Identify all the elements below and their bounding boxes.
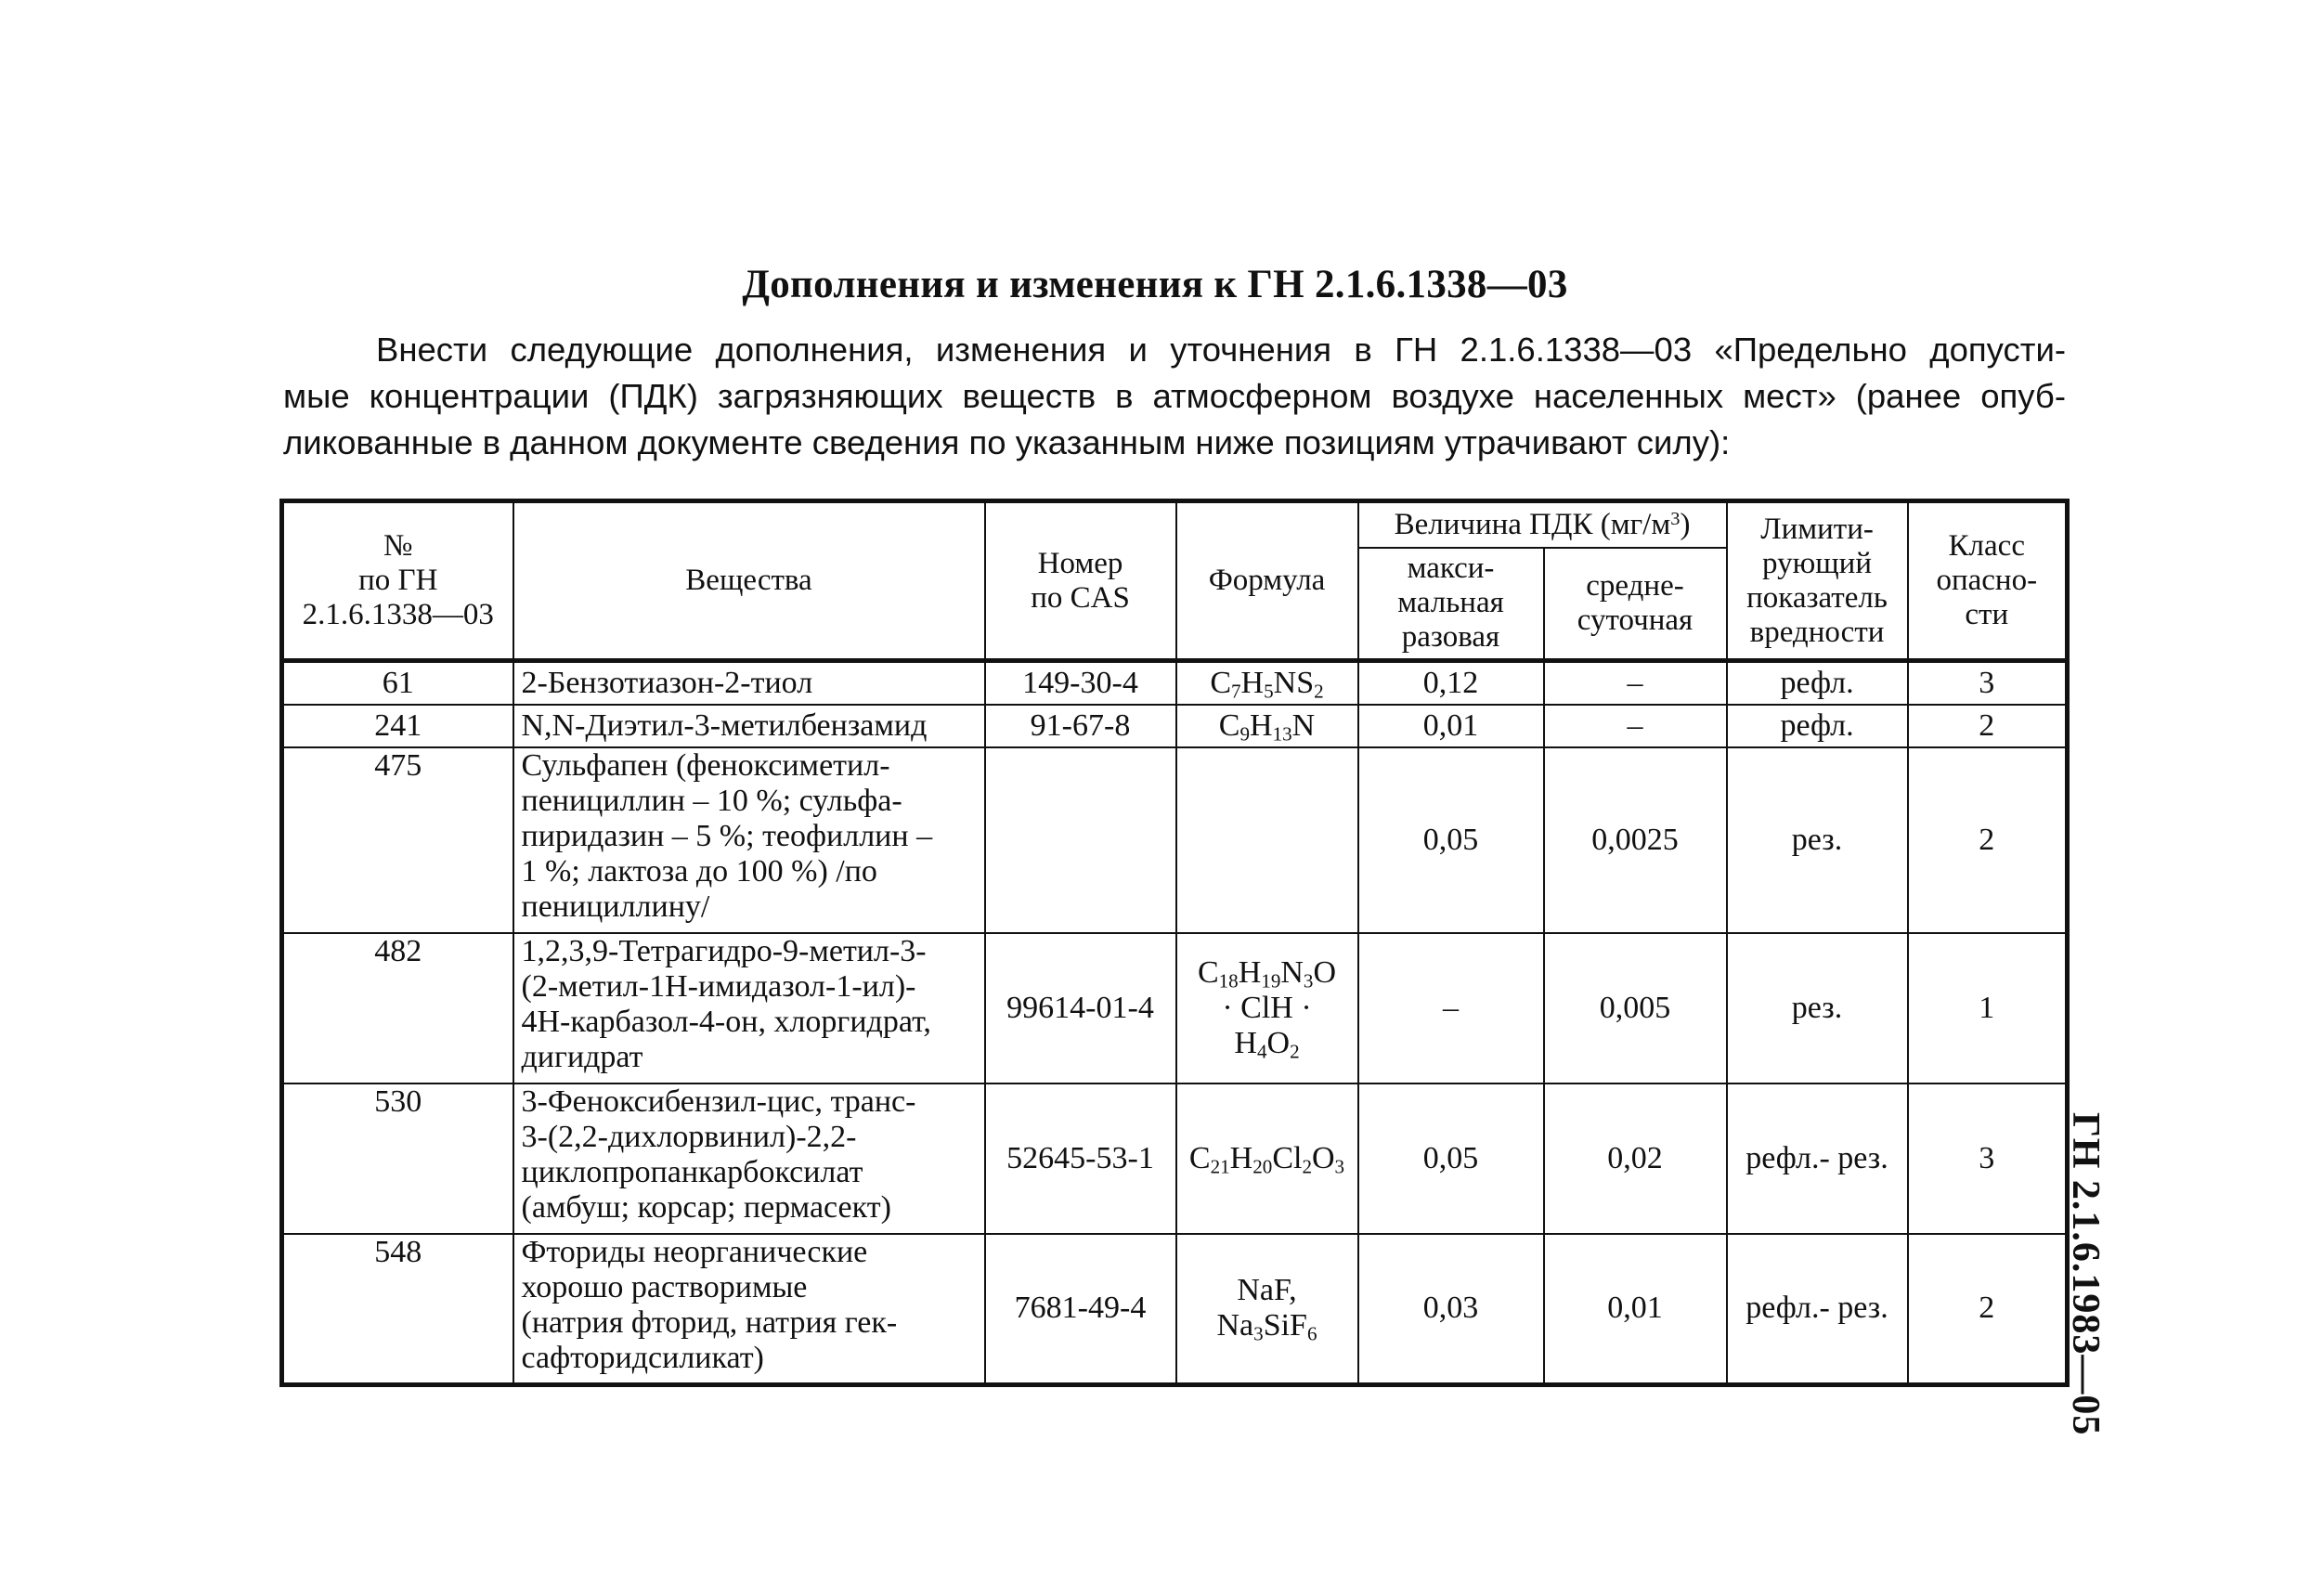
header-limit-line: Лимити- bbox=[1760, 512, 1874, 546]
cell-hazard-class: 2 bbox=[1908, 705, 2068, 747]
substance-line: 1 %; лактоза до 100 %) /по bbox=[521, 854, 877, 889]
cell-limiting-indicator: рефл. bbox=[1727, 705, 1908, 747]
substance-line: циклопропанкарбоксилат bbox=[521, 1155, 863, 1189]
cell-formula bbox=[1176, 705, 1358, 747]
header-class-line: опасно- bbox=[1936, 564, 2038, 597]
header-number-line: № bbox=[383, 529, 413, 563]
cell-max-single: 0,03 bbox=[1358, 1234, 1544, 1384]
cell-substance bbox=[513, 705, 985, 747]
substance-line: 4Н-карбазол-4-он, хлоргидрат, bbox=[521, 1005, 931, 1039]
formula-symbol: C bbox=[1197, 955, 1219, 990]
cell-daily-average: – bbox=[1544, 661, 1727, 706]
formula-symbol: C bbox=[1188, 1141, 1211, 1175]
header-class-line: сти bbox=[1965, 598, 2009, 631]
cell-substance bbox=[513, 933, 985, 1083]
formula-symbol: SiF bbox=[1263, 1308, 1307, 1343]
cell-hazard-class: 1 bbox=[1908, 933, 2068, 1083]
formula-symbol: O bbox=[1266, 1026, 1291, 1060]
cell-daily-average: – bbox=[1544, 705, 1727, 747]
cell-limiting-indicator: рез. bbox=[1727, 747, 1908, 933]
formula-symbol: C bbox=[1218, 708, 1240, 743]
cell-number: 61 bbox=[282, 661, 513, 706]
header-number-line: 2.1.6.1338—03 bbox=[302, 598, 494, 631]
header-limiting-indicator bbox=[1727, 501, 1908, 661]
substance-line: Сульфапен (феноксиметил- bbox=[521, 748, 890, 783]
substance-line: пиридазин – 5 %; теофиллин – bbox=[521, 819, 933, 853]
substance-line: (амбуш; корсар; пермасект) bbox=[521, 1190, 891, 1225]
pdk-table bbox=[279, 499, 2070, 1387]
cell-max-single: 0,01 bbox=[1358, 705, 1544, 747]
formula-subscript: 2 bbox=[1302, 1155, 1312, 1178]
cell-formula bbox=[1176, 933, 1358, 1083]
cell-number: 241 bbox=[282, 705, 513, 747]
cell-hazard-class: 2 bbox=[1908, 1234, 2068, 1384]
cell-formula bbox=[1176, 661, 1358, 706]
cell-hazard-class: 2 bbox=[1908, 747, 2068, 933]
formula-subscript: 20 bbox=[1252, 1155, 1273, 1178]
header-number-line: по ГН bbox=[358, 564, 438, 597]
cell-substance bbox=[513, 747, 985, 933]
header-max-single bbox=[1358, 548, 1544, 661]
cell-daily-average: 0,02 bbox=[1544, 1083, 1727, 1234]
cell-cas: 7681-49-4 bbox=[985, 1234, 1176, 1384]
formula-subscript: 6 bbox=[1306, 1322, 1317, 1345]
header-pdk-sup: 3 bbox=[1670, 508, 1681, 529]
table-body bbox=[282, 661, 2068, 1385]
formula-subscript: 2 bbox=[1290, 1040, 1300, 1063]
table-row bbox=[282, 705, 2068, 747]
formula-symbol: Cl bbox=[1272, 1141, 1303, 1175]
cell-limiting-indicator: рефл.- рез. bbox=[1727, 1234, 1908, 1384]
substance-line: Фториды неорганические bbox=[521, 1235, 868, 1269]
substance-line: (натрия фторид, натрия гек- bbox=[521, 1305, 898, 1340]
cell-cas bbox=[985, 747, 1176, 933]
formula-subscript: 3 bbox=[1303, 969, 1314, 993]
substance-line: дигидрат bbox=[521, 1040, 643, 1074]
header-number bbox=[282, 501, 513, 661]
table-row bbox=[282, 1234, 2068, 1384]
table-row bbox=[282, 661, 2068, 706]
substance-line: 3-Феноксибензил-цис, транс- bbox=[521, 1084, 916, 1119]
header-pdk bbox=[1358, 501, 1727, 548]
formula-subscript: 2 bbox=[1314, 680, 1324, 703]
formula-subscript: 19 bbox=[1261, 969, 1281, 993]
formula-symbol: NaF, bbox=[1237, 1273, 1297, 1308]
document-title: Дополнения и изменения к ГН 2.1.6.1338—03 bbox=[742, 263, 1568, 306]
cell-limiting-indicator: рез. bbox=[1727, 933, 1908, 1083]
cell-cas: 149-30-4 bbox=[985, 661, 1176, 706]
header-limit-line: рующий bbox=[1762, 546, 1872, 580]
formula-symbol: H bbox=[1250, 708, 1273, 743]
header-avg-line: суточная bbox=[1577, 603, 1694, 637]
header-pdk-close: ) bbox=[1680, 507, 1691, 541]
header-class-line: Класс bbox=[1948, 529, 2025, 563]
intro-line-2: мые концентрации (ПДК) загрязняющих веществ в атмосферном воздухе населенных мест» (ранее опуб- bbox=[283, 377, 2066, 415]
formula-subscript: 3 bbox=[1334, 1155, 1345, 1178]
formula-subscript: 4 bbox=[1256, 1040, 1267, 1063]
header-cas bbox=[985, 501, 1176, 661]
table-row bbox=[282, 747, 2068, 933]
formula-symbol: N bbox=[1280, 955, 1304, 990]
header-pdk-text: Величина ПДК (мг/м bbox=[1394, 507, 1671, 541]
cell-limiting-indicator: рефл. bbox=[1727, 661, 1908, 706]
cell-daily-average: 0,0025 bbox=[1544, 747, 1727, 933]
formula-subscript: 3 bbox=[1253, 1322, 1264, 1345]
formula-symbol: H bbox=[1238, 955, 1262, 990]
cell-max-single: 0,05 bbox=[1358, 747, 1544, 933]
cell-formula bbox=[1176, 1234, 1358, 1384]
formula-symbol: H bbox=[1240, 666, 1265, 700]
substance-line: 2-Бензотиазон-2-тиол bbox=[521, 666, 813, 700]
side-document-code: ГН 2.1.6.1983—05 bbox=[2064, 1112, 2107, 1436]
substance-line: 1,2,3,9-Тетрагидро-9-метил-3- bbox=[521, 934, 927, 968]
substance-line: 3-(2,2-дихлорвинил)-2,2- bbox=[521, 1120, 857, 1154]
header-cas-line: Номер bbox=[1037, 546, 1123, 580]
formula-subscript: 5 bbox=[1264, 680, 1274, 703]
cell-substance bbox=[513, 661, 985, 706]
cell-cas: 52645-53-1 bbox=[985, 1083, 1176, 1234]
formula-subscript: 18 bbox=[1218, 969, 1239, 993]
intro-line-3: ликованные в данном документе сведения по указанным ниже позициям утрачивают силу): bbox=[283, 423, 1731, 461]
header-daily-average bbox=[1544, 548, 1727, 661]
substance-line: хорошо растворимые bbox=[521, 1270, 808, 1304]
table-row bbox=[282, 1083, 2068, 1234]
cell-hazard-class: 3 bbox=[1908, 661, 2068, 706]
formula-subscript: 13 bbox=[1272, 722, 1292, 746]
cell-max-single: 0,12 bbox=[1358, 661, 1544, 706]
header-hazard-class bbox=[1908, 501, 2068, 661]
formula-subscript: 7 bbox=[1231, 680, 1241, 703]
cell-formula bbox=[1176, 747, 1358, 933]
cell-max-single: – bbox=[1358, 933, 1544, 1083]
header-limit-line: показатель bbox=[1746, 580, 1888, 615]
cell-hazard-class: 3 bbox=[1908, 1083, 2068, 1234]
table-row bbox=[282, 933, 2068, 1083]
formula-subscript: 21 bbox=[1210, 1155, 1230, 1178]
cell-number: 475 bbox=[282, 747, 513, 933]
cell-daily-average: 0,005 bbox=[1544, 933, 1727, 1083]
header-cas-line: по CAS bbox=[1031, 580, 1130, 615]
header-avg-line: средне- bbox=[1586, 568, 1684, 603]
formula-subscript: 9 bbox=[1239, 722, 1251, 746]
formula-symbol: C bbox=[1210, 666, 1231, 700]
formula-symbol: H bbox=[1229, 1141, 1253, 1175]
header-max-line: макси- bbox=[1407, 551, 1495, 586]
formula-symbol: O bbox=[1311, 1141, 1335, 1175]
cell-daily-average: 0,01 bbox=[1544, 1234, 1727, 1384]
cell-substance bbox=[513, 1083, 985, 1234]
cell-cas: 91-67-8 bbox=[985, 705, 1176, 747]
substance-line: пенициллин – 10 %; сульфа- bbox=[521, 784, 902, 818]
header-limit-line: вредности bbox=[1749, 615, 1885, 649]
header-max-line: мальная bbox=[1397, 586, 1504, 620]
cell-number: 482 bbox=[282, 933, 513, 1083]
substance-line: пенициллину/ bbox=[521, 889, 710, 924]
formula-symbol: · ClH · bbox=[1222, 991, 1312, 1025]
substance-line: сафторидсиликат) bbox=[521, 1341, 764, 1375]
formula-symbol: NS bbox=[1273, 666, 1315, 700]
formula-symbol: O bbox=[1313, 955, 1337, 990]
substance-line: (2-метил-1Н-имидазол-1-ил)- bbox=[521, 969, 916, 1004]
cell-substance bbox=[513, 1234, 985, 1384]
header-substance: Вещества bbox=[513, 501, 985, 661]
formula-symbol: N bbox=[1291, 708, 1316, 743]
intro-paragraph bbox=[283, 327, 2066, 466]
header-formula: Формула bbox=[1176, 501, 1358, 661]
cell-limiting-indicator: рефл.- рез. bbox=[1727, 1083, 1908, 1234]
formula-symbol: H bbox=[1234, 1026, 1257, 1060]
cell-formula bbox=[1176, 1083, 1358, 1234]
cell-number: 548 bbox=[282, 1234, 513, 1384]
cell-cas: 99614-01-4 bbox=[985, 933, 1176, 1083]
header-max-line: разовая bbox=[1401, 620, 1500, 655]
intro-line-1: Внести следующие дополнения, изменения и уточнения в ГН 2.1.6.1338—03 «Предельно допусти- bbox=[376, 331, 2066, 369]
cell-max-single: 0,05 bbox=[1358, 1083, 1544, 1234]
cell-number: 530 bbox=[282, 1083, 513, 1234]
substance-line: N,N-Диэтил-3-метилбензамид bbox=[521, 708, 928, 743]
formula-symbol: Na bbox=[1216, 1308, 1254, 1343]
